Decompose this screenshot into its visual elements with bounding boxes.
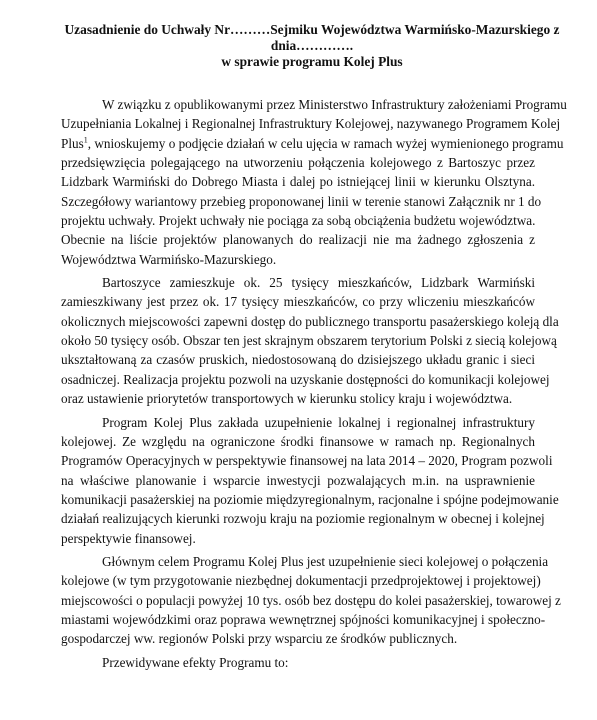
- text-line: miastami wojewódzkimi oraz poprawa wewnętrznej spójności komunikacyjnej i społeczno-: [61, 611, 546, 627]
- text-line: Programów Operacyjnych w perspektywie finansowej na lata 2014 – 2020, Program pozwoli: [61, 453, 553, 469]
- header-title-line: Uzasadnienie do Uchwały Nr………Sejmiku Województwa Warmińsko-Mazurskiego z: [64, 22, 560, 37]
- text-line: osadniczej. Realizacja projektu pozwoli na uzyskanie dostępności do komunikacji kolejowej: [61, 371, 550, 387]
- text-fragment: , wnioskujemy o podjęcie działań w celu ujęcia w ramach wyżej wymienionego programu: [87, 135, 564, 151]
- text-line: na właściwe planowanie i wsparcie inwestycji pozwalających m.in. na usprawnienie: [61, 472, 535, 488]
- text-line: komunikacji pasażerskiej na poziomie międzyregionalnym, racjonalne i spójne podejmowanie: [61, 491, 559, 507]
- text-fragment: Plus: [61, 135, 84, 151]
- text-line: Obecnie na liście projektów planowanych do realizacji nie ma żadnego zgłoszenia z: [61, 232, 535, 248]
- text-line: Program Kolej Plus zakłada uzupełnienie lokalnej i regionalnej infrastruktury: [102, 414, 535, 430]
- paragraph-4: [61, 552, 561, 649]
- text-line: Województwa Warmińsko-Mazurskiego.: [61, 251, 277, 267]
- text-line-with-footnote: [61, 134, 564, 153]
- text-line: około 50 tysięcy osób. Obszar ten jest skrajnym obszarem terytorium Polski z siecią kolejową: [61, 333, 557, 349]
- text-line: przedsięwzięcia polegającego na utworzeniu połączenia kolejowego z Bartoszyc przez: [61, 155, 535, 171]
- text-line: Głównym celem Programu Kolej Plus jest uzupełnienie sieci kolejowej o połączenia: [102, 553, 549, 569]
- text-line: Bartoszyce zamieszkuje ok. 25 tysięcy mieszkańców, Lidzbark Warmiński: [102, 275, 535, 291]
- header-subject-line: w sprawie programu Kolej Plus: [221, 54, 403, 69]
- header-date-line: dnia………….: [270, 38, 354, 53]
- text-line: projektu uchwały. Projekt uchwały nie pociąga za sobą obciążenia budżetu województwa.: [61, 213, 536, 229]
- text-line: kolejowej. Ze względu na ograniczone środki finansowe w ramach np. Regionalnych: [61, 433, 535, 449]
- paragraph-5: [61, 653, 535, 672]
- text-line: kolejowe (w tym przygotowanie niezbędnej dokumentacji przedprojektowej i projektowej): [61, 573, 541, 589]
- text-line: miejscowości o populacji powyżej 10 tys. osób bez dostępu do kolei pasażerskiej, towarowej z: [61, 592, 561, 608]
- text-line: Przewidywane efekty Programu to:: [102, 654, 289, 670]
- text-line: Szczegółowy wariantowy przebieg proponowanej linii w terenie stanowi Załącznik nr 1 do: [61, 193, 542, 209]
- text-line: perspektywie finansowej.: [61, 530, 196, 546]
- text-line: Uzupełniania Lokalnej i Regionalnej Infrastruktury Kolejowej, nazywanego Programem Kolej: [61, 116, 561, 132]
- text-line: okolicznych miejscowości zapewni dostęp do publicznego transportu pasażerskiego koleją dla: [61, 313, 559, 329]
- paragraph-1: [61, 95, 567, 269]
- paragraph-2: [61, 273, 559, 408]
- text-line: ukształtowaną za czasów pruskich, niedostosowaną do dzisiejszego układu granic i sieci: [61, 352, 535, 368]
- text-line: W związku z opublikowanymi przez Ministerstwo Infrastruktury założeniami Programu: [102, 97, 567, 112]
- document-header: [62, 22, 562, 70]
- text-line: Lidzbark Warmiński do Dobrego Miasta i dalej po istniejącej linii w kierunku Olsztyna.: [61, 174, 535, 190]
- paragraph-3: [61, 413, 559, 548]
- text-line: oraz ustawienie priorytetów transportowych w kierunku stolicy kraju i województwa.: [61, 391, 513, 407]
- document-body: [61, 95, 567, 672]
- text-line: działań realizujących kierunki rozwoju kraju na poziomie regionalnym w obecnej i kolejnej: [61, 511, 545, 527]
- text-line: gospodarczej ww. regionów Polski przy wsparciu ze środków publicznych.: [61, 631, 458, 647]
- footnote-mark: 1: [83, 135, 88, 145]
- text-line: zamieszkiwany jest przez ok. 17 tysięcy mieszkańców, co przy wliczeniu mieszkańców: [61, 294, 535, 310]
